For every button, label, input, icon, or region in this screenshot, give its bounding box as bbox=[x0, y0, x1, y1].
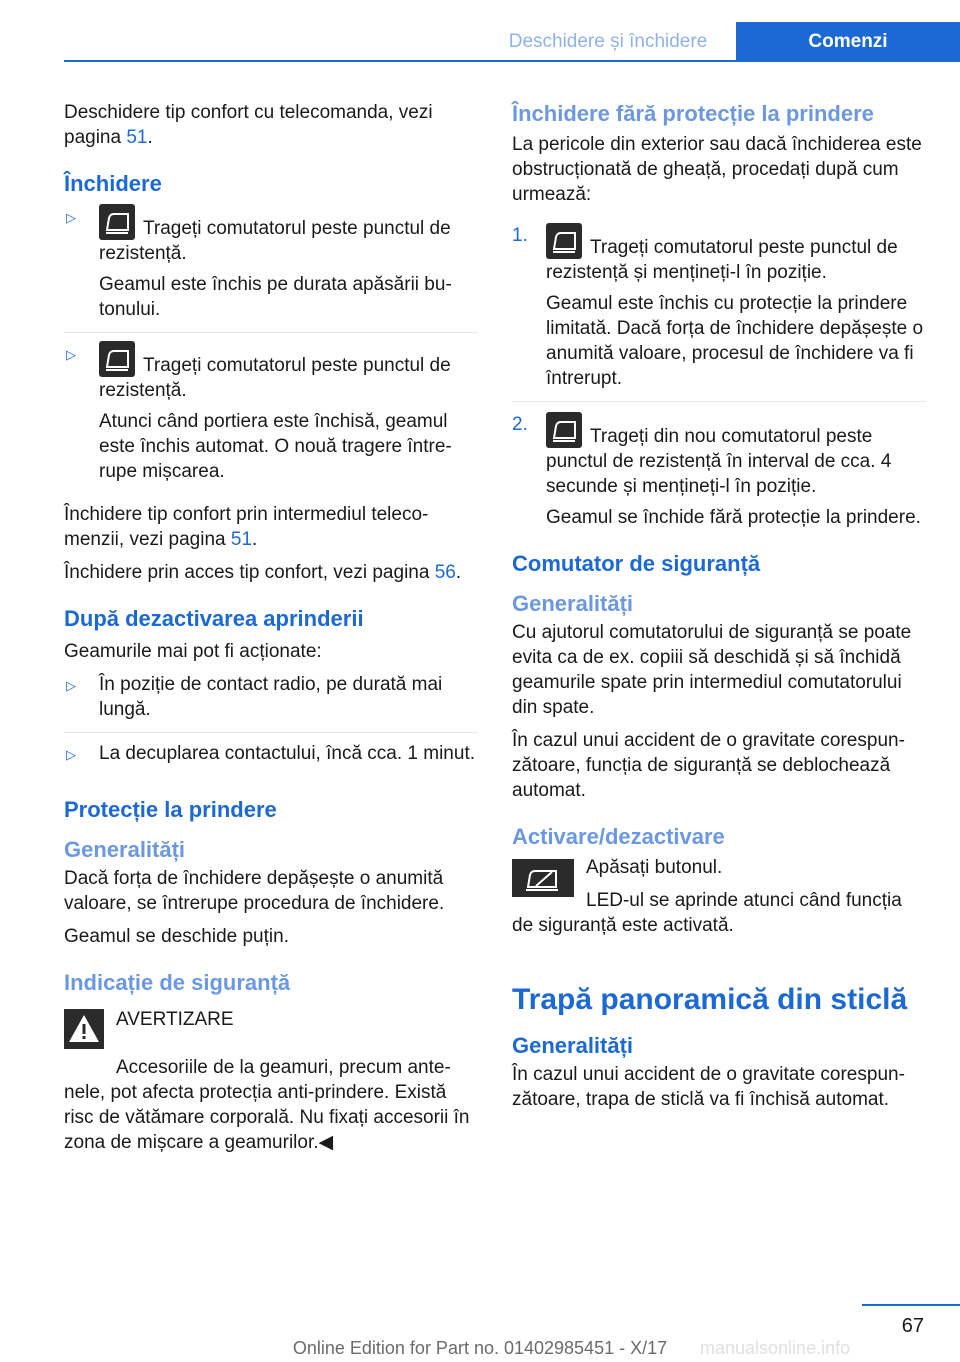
page-link[interactable]: 56 bbox=[434, 562, 456, 583]
intro-paragraph: Deschidere tip confort cu telecomanda, vezi pagina 51. bbox=[64, 102, 433, 148]
paragraph: Închidere tip confort prin intermediul telecomenzii, vezi pagina 51. bbox=[64, 504, 429, 550]
warning-block bbox=[64, 1007, 478, 1049]
heading-general: Generalități bbox=[512, 591, 634, 616]
activation-block bbox=[512, 855, 926, 946]
paragraph: În cazul unui accident de o gravitate corespunzătoare, trapa de sticlă va fi închisă automat. bbox=[512, 1064, 905, 1110]
window-switch-icon bbox=[546, 412, 582, 448]
right-column bbox=[512, 100, 926, 1120]
heading-sunroof: Trapă panoramică din sticlă bbox=[512, 983, 908, 1016]
paragraph: Dacă forța de închidere depășește o anumită valoare, se întrerupe procedura de închidere. bbox=[64, 868, 445, 914]
section-tab: Deschidere și închidere bbox=[508, 31, 708, 52]
step-item: 2. Trageți din nou comutatorul peste punctul de rezistență în interval de cca. 4 secunde și mențineți-l în poziție. Geamul se închide fără protecție la prindere. bbox=[512, 412, 926, 540]
warning-triangle-icon bbox=[64, 1009, 104, 1049]
list-item: ▷ Trageți comutatorul peste punctul de rezistență. Atunci când portiera este închisă, geamul este închis automat. O nouă tragere întrerupe mișcarea. bbox=[64, 341, 478, 494]
left-column bbox=[64, 100, 478, 1163]
window-switch-icon bbox=[546, 223, 582, 259]
bullet-triangle-icon: ▷ bbox=[66, 678, 76, 693]
heading-general: Generalități bbox=[512, 1033, 634, 1058]
paragraph: Închidere prin acces tip confort, vezi pagina 56. bbox=[64, 562, 462, 583]
paragraph: LED-ul se aprinde atunci când funcția de siguranță este activată. bbox=[512, 890, 902, 936]
step-number: 1. bbox=[512, 225, 528, 246]
page-number: 67 bbox=[901, 1315, 924, 1337]
end-mark-icon: ◀ bbox=[318, 1132, 334, 1153]
footer-rule bbox=[862, 1304, 960, 1306]
closing-list bbox=[64, 204, 478, 494]
edition-footer: Online Edition for Part no. 01402985451 - X/17 bbox=[292, 1338, 668, 1358]
warning-text: Accesoriile de la geamuri, precum antenele, pot afecta protecția anti-prindere. Există risc de vătămare corporală. Nu fixați accesorii în zona de mișcare a geamurilor.◀ bbox=[64, 1057, 470, 1153]
header-rule bbox=[64, 60, 960, 62]
bullet-triangle-icon: ▷ bbox=[66, 210, 76, 225]
heading-activation: Activare/dezactivare bbox=[512, 824, 725, 849]
paragraph: Geamurile mai pot fi acționate: bbox=[64, 641, 322, 662]
heading-closing: Închidere bbox=[64, 171, 162, 196]
heading-safety-note: Indicație de siguranță bbox=[64, 970, 291, 995]
warning-label: AVERTIZARE bbox=[116, 1009, 234, 1030]
ignition-list bbox=[64, 672, 478, 776]
window-switch-icon bbox=[99, 341, 135, 377]
window-lock-button-icon bbox=[512, 859, 574, 897]
page-link[interactable]: 51 bbox=[230, 529, 253, 550]
heading-pinch-protection: Protecție la prindere bbox=[64, 797, 277, 822]
paragraph: În cazul unui accident de o gravitate corespunzătoare, funcția de siguranță se deblochează automat. bbox=[512, 730, 905, 801]
heading-after-ignition: După dezactivarea aprinderii bbox=[64, 606, 364, 631]
list-item: ▷ Trageți comutatorul peste punctul de rezistență. Geamul este închis pe durata apăsării butonului. bbox=[64, 204, 478, 333]
paragraph: Apăsați butonul. bbox=[586, 857, 723, 878]
step-sub: Geamul se închide fără protecție la prindere. bbox=[546, 507, 921, 528]
heading-no-pinch: Închidere fără protecție la prindere bbox=[512, 101, 874, 126]
window-switch-icon bbox=[99, 204, 135, 240]
step-number: 2. bbox=[512, 414, 528, 435]
list-item: ▷ La decuplarea contactului, încă cca. 1 minut. bbox=[64, 741, 478, 776]
paragraph: La pericole din exterior sau dacă închiderea este obstrucționată de gheață, procedați după cum urmează: bbox=[512, 134, 922, 205]
bullet-triangle-icon: ▷ bbox=[66, 747, 76, 762]
step-item: 1. Trageți comutatorul peste punctul de rezistență și mențineți-l în poziție. Geamul este închis cu protecție la prindere limitată. Dacă forța de închidere depășește o anumită valoare, procesul de închidere va fi întrerupt. bbox=[512, 223, 926, 402]
steps-list bbox=[512, 223, 926, 540]
paragraph: Geamul se deschide puțin. bbox=[64, 926, 289, 947]
heading-general: Generalități bbox=[64, 837, 186, 862]
bullet-triangle-icon: ▷ bbox=[66, 347, 76, 362]
list-item-sub: Atunci când portiera este închisă, geamul este închis automat. O nouă tragere întrerupe mișcarea. bbox=[99, 411, 452, 482]
heading-safety-switch: Comutator de siguranță bbox=[512, 551, 761, 576]
page-link[interactable]: 51 bbox=[126, 127, 148, 148]
watermark: manualsonline.info bbox=[700, 1338, 851, 1358]
step-sub: Geamul este închis cu protecție la prindere limitată. Dacă forța de închidere depășește o anumită valoare, procesul de închidere va fi întrerupt. bbox=[546, 293, 924, 389]
paragraph: Cu ajutorul comutatorului de siguranță se poate evita ca de ex. copiii să deschidă și să închidă geamurile spate prin intermediul comutatorului din spate. bbox=[512, 622, 912, 718]
chapter-tab: Comenzi bbox=[736, 22, 960, 62]
list-item: ▷ În poziție de contact radio, pe durată mai lungă. bbox=[64, 672, 478, 733]
list-item-sub: Geamul este închis pe durata apăsării butonului. bbox=[99, 274, 452, 320]
